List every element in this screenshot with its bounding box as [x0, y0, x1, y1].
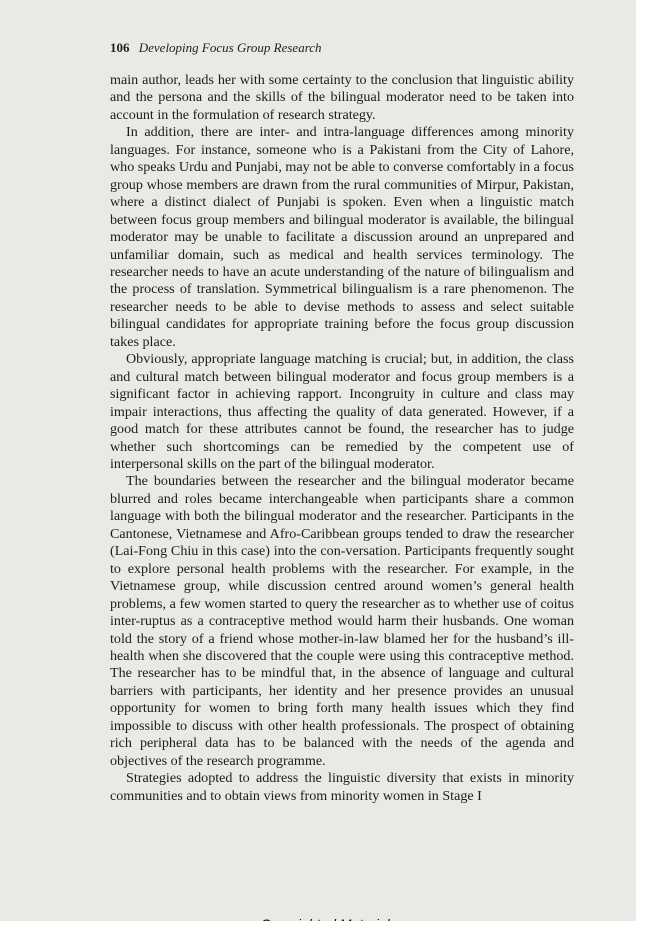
paragraph-language-matching: Obviously, appropriate language matching is crucial; but, in addition, the class and cultural match between bilingual moderator and focus group members is a significant factor in achieving rapport. Incongruity in culture and class may impair interactions, thus affecting the quality of data generated. However, if a good match for these attributes cannot be found, the researcher has to judge whether such shortcomings can be remedied by the competent use of interpersonal skills on the part of the bilingual moderator.: [110, 351, 574, 472]
paragraph-strategies: Strategies adopted to address the linguistic diversity that exists in minority communities and to obtain views from minority women in Stage I: [110, 770, 574, 804]
page-number: 106: [110, 40, 130, 55]
paragraph-language-differences: In addition, there are inter- and intra-language differences among minority languages. For instance, someone who is a Pakistani from the City of Lahore, who speaks Urdu and Punjabi, may not be able to converse comfortably in a focus group whose members are drawn from the rural communities of Mirpur, Pakistan, where a distinct dialect of Punjabi is spoken. Even when a linguistic match between focus group members and bilingual moderator is available, the bilingual moderator may be unable to facilitate a discussion around an unprepared and unfamiliar domain, such as medical and health services terminology. The researcher needs to have an acute understanding of the nature of bilingualism and the process of translation. Symmetrical bilingualism is a rare phenomenon. The researcher needs to be able to devise methods to assess and select suitable bilingual candidates for appropriate training before the focus group discussion takes place.: [110, 124, 574, 350]
body-text: [110, 72, 574, 805]
paragraph-continuation: main author, leads her with some certainty to the conclusion that linguistic ability and the persona and the skills of the bilingual moderator need to be taken into account in the formulation of research strategy.: [110, 72, 574, 123]
running-header: [110, 40, 322, 56]
running-title: Developing Focus Group Research: [138, 40, 322, 55]
scan-margin-bottom: [0, 921, 650, 939]
scan-margin-right: [636, 0, 650, 939]
paragraph-researcher-boundaries: The boundaries between the researcher and the bilingual moderator became blurred and roles became interchangeable when participants share a common language with both the bilingual moderator and the researcher. Participants in the Cantonese, Vietnamese and Afro-Caribbean groups tended to draw the researcher (Lai-Fong Chiu in this case) into the con-versation. Participants frequently sought to explore personal health problems with the researcher. For example, in the Vietnamese group, while discussion centred around women’s general health problems, a few women started to query the researcher as to whether use of coitus inter-ruptus as a contraceptive method would harm their husbands. One woman told the story of a friend whose mother-in-law blamed her for the husband’s ill-health when she discovered that the couple were using this contraceptive method. The researcher has to be mindful that, in the absence of language and cultural barriers with participants, her identity and her presence provides an unusual opportunity for women to bring forth many health issues which they find impossible to discuss with other health professionals. The prospect of obtaining rich peripheral data has to be balanced with the needs of the agenda and objectives of the research programme.: [110, 473, 574, 769]
